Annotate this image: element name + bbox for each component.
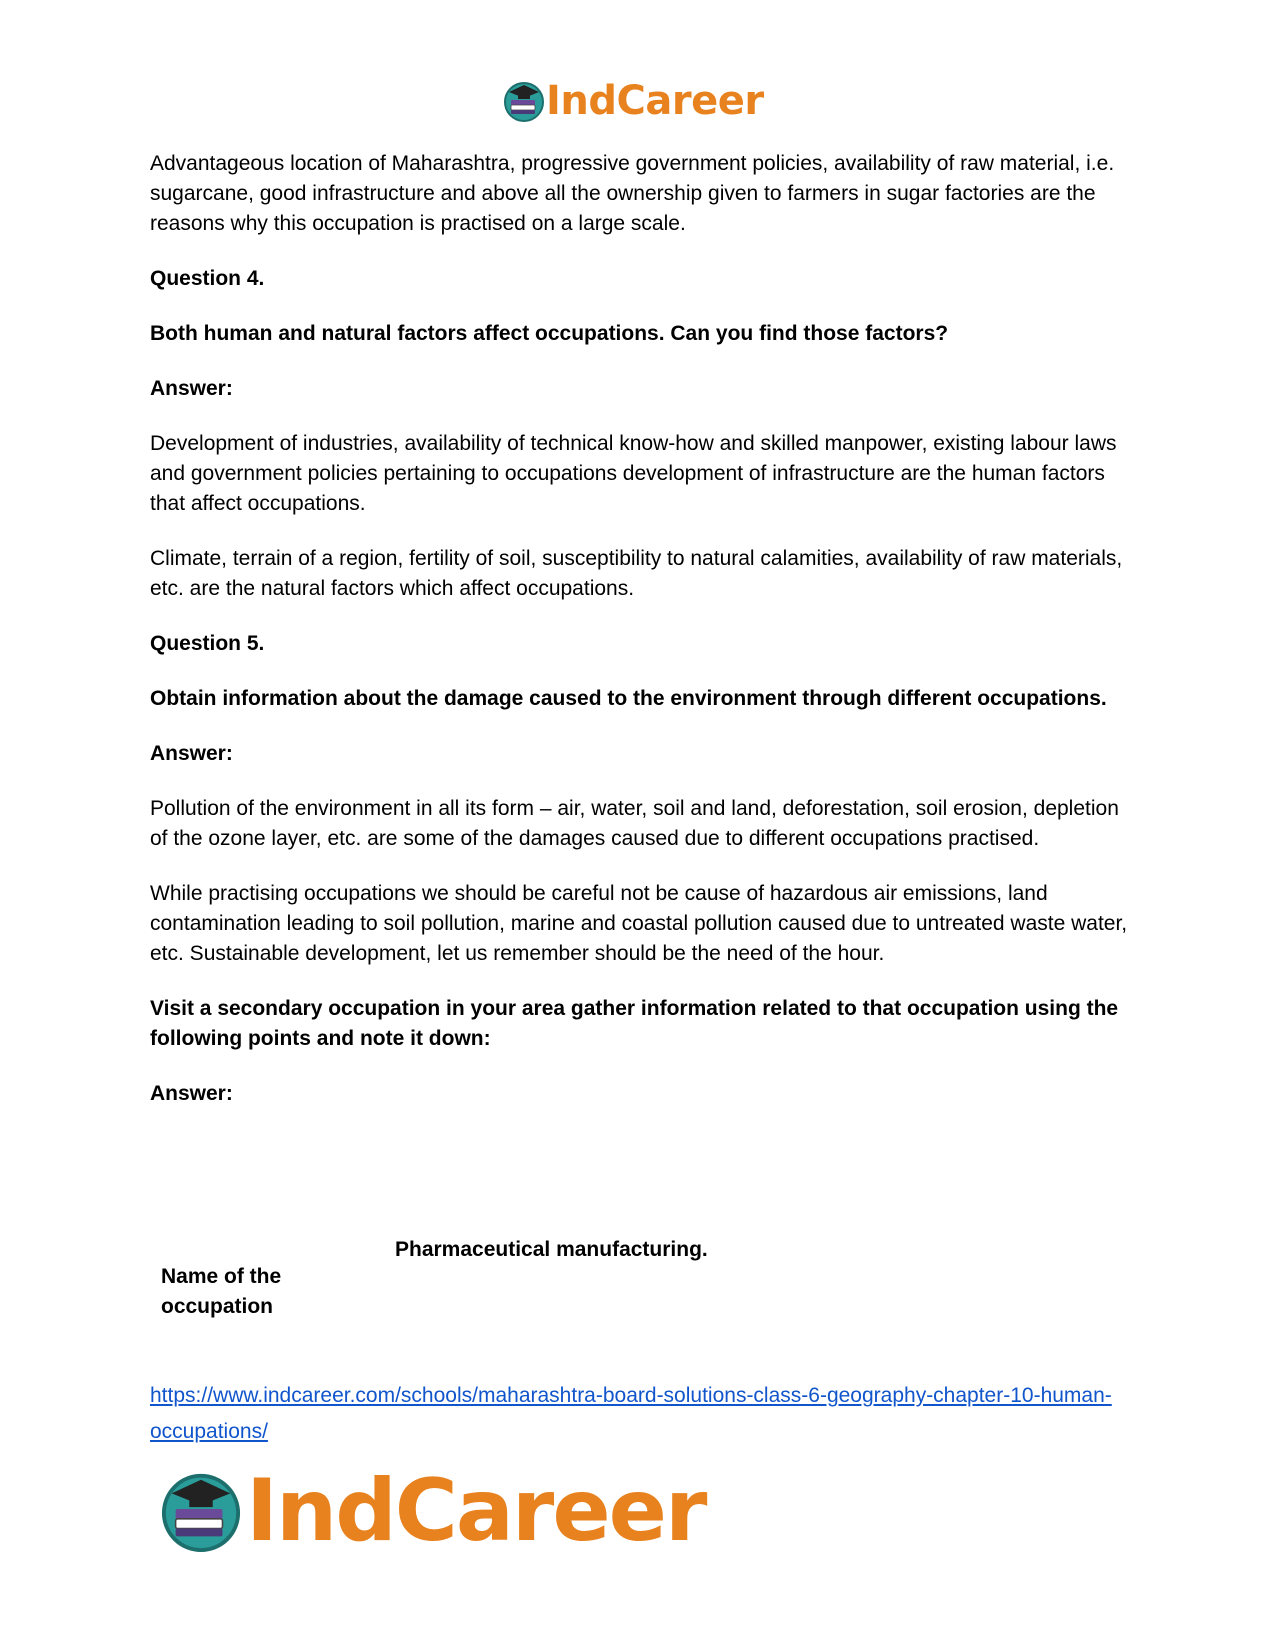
brand-name-large: IndCareer — [246, 1461, 706, 1561]
heading-text: Answer: — [150, 1082, 233, 1105]
paragraph: Advantageous location of Maharashtra, progressive government policies, availability of raw material, i.e. sugarcane, good infrastructure and above all the ownership given to farmers in sugar factories are the reasons why this occupation is practised on a large scale. — [150, 152, 1115, 235]
document-body — [150, 149, 1135, 1134]
paragraph: Development of industries, availability of technical know-how and skilled manpower, existing labour laws and government policies pertaining to occupations development of infrastructure are the human factors that affect occupations. — [150, 432, 1117, 515]
occupation-label: Name of the occupation — [161, 1265, 282, 1318]
heading-text: Question 5. — [150, 632, 265, 655]
occupation-value: Pharmaceutical manufacturing. — [395, 1238, 708, 1261]
heading-text: Answer: — [150, 742, 233, 765]
heading-text: Obtain information about the damage caused to the environment through different occupations. — [150, 687, 1107, 710]
brand-name: IndCareer — [546, 78, 764, 124]
paragraph: Pollution of the environment in all its form – air, water, soil and land, deforestation, soil erosion, depletion of the ozone layer, etc. are some of the damages caused due to different occupations practised. — [150, 797, 1119, 850]
heading-text: Answer: — [150, 377, 233, 400]
source-link[interactable]: https://www.indcareer.com/schools/maharashtra-board-solutions-class-6-geography-chapter-10-human-occupations/ — [150, 1384, 1112, 1443]
heading-text: Question 4. — [150, 267, 265, 290]
heading-text: Visit a secondary occupation in your area gather information related to that occupation using the following points and note it down: — [150, 997, 1119, 1050]
paragraph: Climate, terrain of a region, fertility of soil, susceptibility to natural calamities, availability of raw materials, etc. are the natural factors which affect occupations. — [150, 547, 1123, 600]
heading-text: Both human and natural factors affect occupations. Can you find those factors? — [150, 322, 949, 345]
graduation-book-globe-icon — [503, 80, 545, 122]
header-logo — [503, 80, 764, 122]
graduation-book-globe-icon — [160, 1470, 242, 1552]
footer-logo — [160, 1461, 706, 1561]
paragraph: While practising occupations we should be careful not be cause of hazardous air emissions, land contamination leading to soil pollution, marine and coastal pollution caused due to untreated waste water, etc. Sustainable development, let us remember should be the need of the hour. — [150, 882, 1128, 965]
